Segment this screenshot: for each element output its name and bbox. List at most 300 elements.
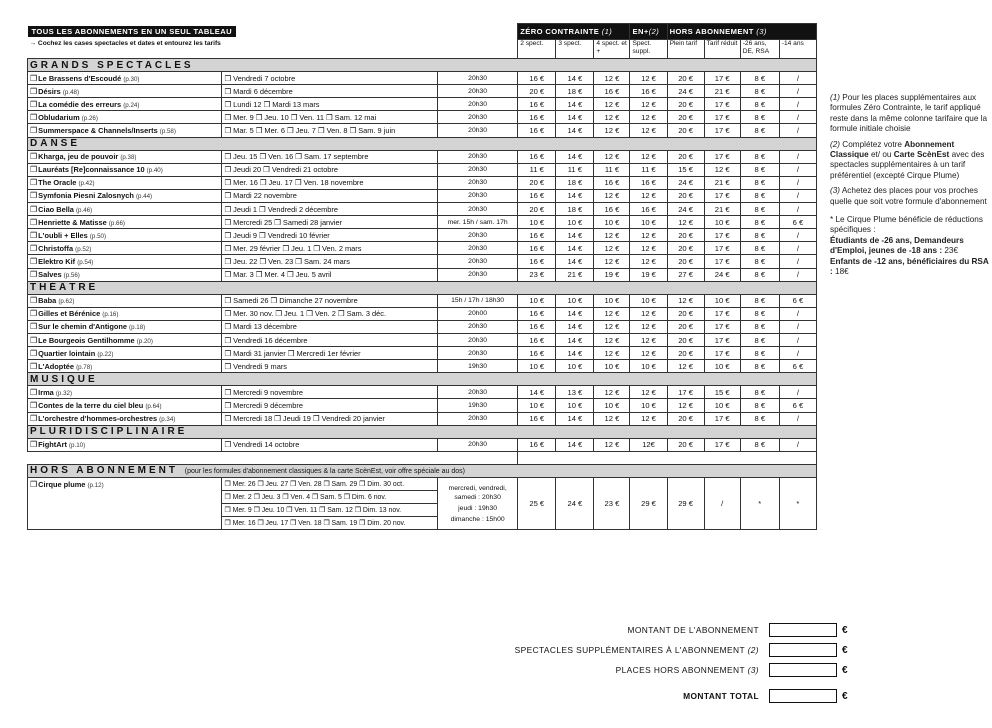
price-cell[interactable]: 8 € <box>740 176 779 189</box>
price-cell[interactable]: 12 € <box>594 72 630 85</box>
checkbox-icon[interactable]: ❒ <box>30 165 38 175</box>
price-cell[interactable]: 8 € <box>740 307 779 320</box>
date-options[interactable]: ❒ Mer. 9 ❒ Jeu. 10 ❒ Ven. 11 ❒ Sam. 12 mai <box>222 111 438 124</box>
price-cell[interactable]: / <box>779 412 816 425</box>
price-cell[interactable]: 12 € <box>630 347 667 360</box>
price-cell[interactable]: 16 € <box>518 333 556 346</box>
price-cell[interactable]: 17 € <box>704 347 740 360</box>
price-cell[interactable]: 16 € <box>518 72 556 85</box>
price-cell[interactable]: 10 € <box>556 294 594 307</box>
show-cell[interactable]: ❒Elektro Kif (p.54) <box>28 255 222 268</box>
date-options[interactable]: ❒ Mer. 16 ❒ Jeu. 17 ❒ Ven. 18 ❒ Sam. 19 ❒ Dim. 20 nov. <box>222 517 438 530</box>
date-options[interactable]: ❒ Mer. 29 février ❒ Jeu. 1 ❒ Ven. 2 mars <box>222 242 438 255</box>
date-options[interactable]: ❒ Jeu. 22 ❒ Ven. 23 ❒ Sam. 24 mars <box>222 255 438 268</box>
price-cell[interactable]: 12 € <box>594 150 630 163</box>
price-cell[interactable]: 20 € <box>667 242 704 255</box>
price-cell[interactable]: 20 € <box>518 203 556 216</box>
price-cell[interactable]: 20 € <box>667 150 704 163</box>
price-cell[interactable]: 8 € <box>740 203 779 216</box>
price-cell[interactable]: 12 € <box>594 242 630 255</box>
price-cell[interactable]: 10 € <box>518 216 556 229</box>
price-cell[interactable]: 8 € <box>740 412 779 425</box>
show-cell[interactable]: ❒Henriette & Matisse (p.66) <box>28 216 222 229</box>
date-options[interactable]: ❒ Mercredi 9 novembre <box>222 386 438 399</box>
price-cell[interactable]: 16 € <box>518 150 556 163</box>
price-cell[interactable]: / <box>779 320 816 333</box>
price-cell[interactable]: 20 € <box>667 229 704 242</box>
price-cell[interactable]: 8 € <box>740 124 779 137</box>
price-cell[interactable]: 12 € <box>594 438 630 451</box>
checkbox-icon[interactable]: ❒ <box>30 322 38 332</box>
table-row <box>28 399 817 412</box>
show-cell[interactable]: ❒L'orchestre d'hommes-orchestres (p.34) <box>28 412 222 425</box>
price-cell[interactable]: 12 € <box>630 242 667 255</box>
show-cell[interactable]: ❒L'Adoptée (p.78) <box>28 360 222 373</box>
amount-field[interactable] <box>769 689 837 703</box>
price-cell[interactable]: / <box>779 189 816 202</box>
date-options[interactable]: ❒ Mar. 5 ❒ Mer. 6 ❒ Jeu. 7 ❒ Ven. 8 ❒ Sam. 9 juin <box>222 124 438 137</box>
price-cell[interactable]: 18 € <box>556 203 594 216</box>
price-cell[interactable]: * <box>779 478 816 530</box>
price-cell[interactable]: 8 € <box>740 242 779 255</box>
price-cell[interactable]: 12 € <box>630 307 667 320</box>
price-cell[interactable]: 16 € <box>594 203 630 216</box>
price-cell[interactable]: 20 € <box>667 111 704 124</box>
date-options[interactable]: ❒ Jeu. 15 ❒ Ven. 16 ❒ Sam. 17 septembre <box>222 150 438 163</box>
price-cell[interactable]: 29 € <box>667 478 704 530</box>
price-cell[interactable]: 12 € <box>630 333 667 346</box>
price-cell[interactable]: 10 € <box>594 294 630 307</box>
show-cell[interactable]: ❒Irma (p.32) <box>28 386 222 399</box>
price-cell[interactable]: 15 € <box>704 386 740 399</box>
date-options[interactable]: ❒ Vendredi 7 octobre <box>222 72 438 85</box>
price-cell[interactable]: 8 € <box>740 399 779 412</box>
checkbox-icon[interactable]: ❒ <box>30 178 38 188</box>
date-options[interactable]: ❒ Mardi 31 janvier ❒ Mercredi 1er février <box>222 347 438 360</box>
price-cell[interactable]: 14 € <box>556 111 594 124</box>
date-options[interactable]: ❒ Jeudi 1 ❒ Vendredi 2 décembre <box>222 203 438 216</box>
price-cell[interactable]: 12 € <box>594 347 630 360</box>
price-cell[interactable]: 17 € <box>704 150 740 163</box>
price-cell[interactable]: 17 € <box>704 255 740 268</box>
date-options[interactable]: ❒ Jeudi 9 ❒ Vendredi 10 février <box>222 229 438 242</box>
price-cell[interactable]: 17 € <box>704 438 740 451</box>
price-cell[interactable]: / <box>779 229 816 242</box>
checkbox-icon[interactable]: ❒ <box>30 309 38 319</box>
price-cell[interactable]: / <box>779 203 816 216</box>
price-cell[interactable]: 8 € <box>740 150 779 163</box>
date-options[interactable]: ❒ Samedi 26 ❒ Dimanche 27 novembre <box>222 294 438 307</box>
hour-cell: 20h30 <box>438 229 518 242</box>
date-options[interactable]: ❒ Mercredi 25 ❒ Samedi 28 janvier <box>222 216 438 229</box>
price-cell[interactable]: 14 € <box>556 320 594 333</box>
price-cell[interactable]: 20 € <box>667 124 704 137</box>
price-cell[interactable]: 6 € <box>779 399 816 412</box>
price-cell[interactable]: 12 € <box>594 229 630 242</box>
price-cell[interactable]: 12 € <box>704 163 740 176</box>
price-cell[interactable]: / <box>779 150 816 163</box>
price-cell[interactable]: 20 € <box>667 255 704 268</box>
price-cell[interactable]: 8 € <box>740 386 779 399</box>
price-cell[interactable]: 11 € <box>556 163 594 176</box>
date-options[interactable]: ❒ Mardi 13 décembre <box>222 320 438 333</box>
price-cell[interactable]: 12 € <box>594 255 630 268</box>
price-cell[interactable]: 16 € <box>594 85 630 98</box>
show-cell[interactable]: ❒The Oracle (p.42) <box>28 176 222 189</box>
price-cell[interactable]: 16 € <box>518 320 556 333</box>
price-cell[interactable]: 14 € <box>556 255 594 268</box>
price-cell[interactable]: 29 € <box>630 478 667 530</box>
price-cell[interactable]: 21 € <box>704 85 740 98</box>
price-cell[interactable]: 12 € <box>594 111 630 124</box>
price-cell[interactable]: 15 € <box>667 163 704 176</box>
price-cell[interactable]: 14 € <box>556 124 594 137</box>
checkbox-icon[interactable]: ❒ <box>30 191 38 201</box>
price-cell[interactable]: / <box>779 124 816 137</box>
price-cell[interactable]: 8 € <box>740 85 779 98</box>
amount-field[interactable] <box>769 623 837 637</box>
price-cell[interactable]: 27 € <box>667 268 704 281</box>
price-cell[interactable]: 10 € <box>518 399 556 412</box>
price-cell[interactable]: 12 € <box>630 98 667 111</box>
show-cell[interactable]: ❒Sur le chemin d'Antigone (p.18) <box>28 320 222 333</box>
price-cell[interactable]: 13 € <box>556 386 594 399</box>
price-cell[interactable]: 10 € <box>594 360 630 373</box>
checkbox-icon[interactable]: ❒ <box>30 387 38 397</box>
price-cell[interactable]: 24 € <box>704 268 740 281</box>
price-cell[interactable]: 12 € <box>594 124 630 137</box>
show-cell[interactable]: ❒Lauréats [Re]connaissance 10 (p.40) <box>28 163 222 176</box>
price-cell[interactable]: 14 € <box>556 438 594 451</box>
price-cell[interactable]: 10 € <box>630 294 667 307</box>
price-cell[interactable]: 17 € <box>704 320 740 333</box>
price-cell[interactable]: 14 € <box>556 412 594 425</box>
price-cell[interactable]: 10 € <box>704 216 740 229</box>
price-cell[interactable]: 12 € <box>630 150 667 163</box>
amount-field[interactable] <box>769 643 837 657</box>
price-cell[interactable]: 21 € <box>704 203 740 216</box>
show-cell[interactable]: ❒Contes de la terre du ciel bleu (p.64) <box>28 399 222 412</box>
date-options[interactable]: ❒ Mar. 3 ❒ Mer. 4 ❒ Jeu. 5 avril <box>222 268 438 281</box>
price-cell[interactable]: 12 € <box>630 72 667 85</box>
price-cell[interactable]: 12 € <box>667 399 704 412</box>
price-cell[interactable]: 17 € <box>704 72 740 85</box>
date-options[interactable]: ❒ Mer. 26 ❒ Jeu. 27 ❒ Ven. 28 ❒ Sam. 29 ❒ Dim. 30 oct. <box>222 478 438 491</box>
total-row-hors: PLACES HORS ABONNEMENT (3) € <box>615 664 848 676</box>
price-cell[interactable]: 11 € <box>630 163 667 176</box>
price-cell[interactable]: / <box>779 268 816 281</box>
price-cell[interactable]: 8 € <box>740 216 779 229</box>
price-cell[interactable]: 10 € <box>594 216 630 229</box>
price-cell[interactable]: 24 € <box>556 478 594 530</box>
price-cell[interactable]: 19 € <box>630 268 667 281</box>
date-options[interactable]: ❒ Mercredi 18 ❒ Jeudi 19 ❒ Vendredi 20 janvier <box>222 412 438 425</box>
price-cell[interactable]: 24 € <box>667 176 704 189</box>
price-cell[interactable]: 16 € <box>518 347 556 360</box>
price-cell[interactable]: 12 € <box>630 111 667 124</box>
price-cell[interactable]: 20 € <box>667 72 704 85</box>
price-cell[interactable]: 10 € <box>704 360 740 373</box>
price-cell[interactable]: 17 € <box>704 124 740 137</box>
price-cell[interactable]: / <box>779 85 816 98</box>
price-cell[interactable]: 12 € <box>667 216 704 229</box>
price-cell[interactable]: 10 € <box>518 294 556 307</box>
price-cell[interactable]: / <box>779 163 816 176</box>
checkbox-icon[interactable]: ❒ <box>30 217 38 227</box>
price-cell[interactable]: * <box>740 478 779 530</box>
price-cell[interactable]: 17 € <box>704 189 740 202</box>
price-cell[interactable]: 14 € <box>556 242 594 255</box>
table-row <box>28 242 817 255</box>
price-cell[interactable]: 14 € <box>556 229 594 242</box>
price-cell[interactable]: 16 € <box>594 176 630 189</box>
price-cell[interactable]: 12 € <box>594 333 630 346</box>
price-cell[interactable]: 16 € <box>518 255 556 268</box>
price-cell[interactable]: 11 € <box>518 163 556 176</box>
price-cell[interactable]: 10 € <box>630 399 667 412</box>
price-cell[interactable]: 23 € <box>518 268 556 281</box>
price-cell[interactable]: 8 € <box>740 347 779 360</box>
price-cell[interactable]: 12 € <box>630 320 667 333</box>
price-cell[interactable]: 10 € <box>556 399 594 412</box>
price-cell[interactable]: 8 € <box>740 72 779 85</box>
price-cell[interactable]: 6 € <box>779 360 816 373</box>
price-cell[interactable]: 12 € <box>594 320 630 333</box>
price-cell[interactable]: 17 € <box>667 386 704 399</box>
show-cell[interactable]: ❒Baba (p.62) <box>28 294 222 307</box>
price-cell[interactable]: 16 € <box>518 111 556 124</box>
price-cell[interactable]: 8 € <box>740 294 779 307</box>
checkbox-icon[interactable]: ❒ <box>30 361 38 371</box>
price-cell[interactable]: 19 € <box>594 268 630 281</box>
price-cell[interactable]: 12 € <box>630 229 667 242</box>
show-cell[interactable]: ❒Le Brassens d'Escoudé (p.30) <box>28 72 222 85</box>
price-cell[interactable]: / <box>779 72 816 85</box>
price-cell[interactable]: 10 € <box>518 360 556 373</box>
date-options[interactable]: ❒ Mercredi 9 décembre <box>222 399 438 412</box>
show-cirque-plume[interactable]: ❒Cirque plume (p.12) <box>28 478 222 530</box>
price-cell[interactable]: 14 € <box>556 72 594 85</box>
checkbox-icon[interactable]: ❒ <box>30 440 38 450</box>
price-cell[interactable]: 16 € <box>518 189 556 202</box>
price-cell[interactable]: 16 € <box>630 176 667 189</box>
price-cell[interactable]: 16 € <box>630 203 667 216</box>
price-cell[interactable]: / <box>779 242 816 255</box>
price-cell[interactable]: 17 € <box>704 307 740 320</box>
show-cell[interactable]: ❒Quartier lointain (p.22) <box>28 347 222 360</box>
price-cell[interactable]: 20 € <box>667 412 704 425</box>
price-cell[interactable]: 10 € <box>630 216 667 229</box>
date-options[interactable]: ❒ Vendredi 14 octobre <box>222 438 438 451</box>
price-cell[interactable]: 18 € <box>556 85 594 98</box>
price-cell[interactable]: 14 € <box>556 347 594 360</box>
price-cell[interactable]: 20 € <box>518 176 556 189</box>
price-cell[interactable]: 20 € <box>667 189 704 202</box>
price-cell[interactable]: 16 € <box>518 412 556 425</box>
price-cell[interactable]: 17 € <box>704 412 740 425</box>
price-cell[interactable]: 12 € <box>594 189 630 202</box>
price-cell[interactable]: / <box>779 176 816 189</box>
show-cell[interactable]: ❒Désirs (p.48) <box>28 85 222 98</box>
price-cell[interactable]: 8 € <box>740 333 779 346</box>
price-cell[interactable]: / <box>779 386 816 399</box>
price-cell[interactable]: 12 € <box>594 412 630 425</box>
checkbox-icon[interactable]: ❒ <box>30 99 38 109</box>
price-cell[interactable]: / <box>779 98 816 111</box>
price-cell[interactable]: 12 € <box>630 255 667 268</box>
show-cell[interactable]: ❒Gilles et Bérénice (p.16) <box>28 307 222 320</box>
price-cell[interactable]: 20 € <box>667 347 704 360</box>
price-cell[interactable]: 18 € <box>556 176 594 189</box>
show-cell[interactable]: ❒Symfonia Piesni Zalosnych (p.44) <box>28 189 222 202</box>
checkbox-icon[interactable]: ❒ <box>30 480 38 489</box>
price-cell[interactable]: 10 € <box>594 399 630 412</box>
price-cell[interactable]: 8 € <box>740 268 779 281</box>
price-cell[interactable]: 20 € <box>667 98 704 111</box>
price-cell[interactable]: 12 € <box>594 98 630 111</box>
price-cell[interactable]: 16 € <box>518 229 556 242</box>
price-cell[interactable]: 8 € <box>740 255 779 268</box>
date-options[interactable]: ❒ Mardi 6 décembre <box>222 85 438 98</box>
date-options[interactable]: ❒ Mardi 22 novembre <box>222 189 438 202</box>
price-cell[interactable]: 12 € <box>630 189 667 202</box>
checkbox-icon[interactable]: ❒ <box>30 230 38 240</box>
price-cell[interactable]: 17 € <box>704 111 740 124</box>
price-cell[interactable]: 14 € <box>518 386 556 399</box>
show-cell[interactable]: ❒Salves (p.56) <box>28 268 222 281</box>
price-cell[interactable]: 16 € <box>630 85 667 98</box>
price-cell[interactable]: 14 € <box>556 189 594 202</box>
show-cell[interactable]: ❒La comédie des erreurs (p.24) <box>28 98 222 111</box>
price-cell[interactable]: / <box>779 255 816 268</box>
amount-field[interactable] <box>769 663 837 677</box>
price-cell[interactable]: 12 € <box>667 294 704 307</box>
show-cell[interactable]: ❒FightArt (p.10) <box>28 438 222 451</box>
date-options[interactable]: ❒ Lundi 12 ❒ Mardi 13 mars <box>222 98 438 111</box>
price-cell[interactable]: 10 € <box>704 399 740 412</box>
price-cell[interactable]: 16 € <box>518 98 556 111</box>
date-options[interactable]: ❒ Vendredi 9 mars <box>222 360 438 373</box>
hour-cell: mer. 15h / sam. 17h <box>438 216 518 229</box>
hors-section-header: HORS ABONNEMENT (pour les formules d'abonnement classiques & la carte ScènEst, voir offre spéciale au dos) <box>28 464 817 477</box>
show-cell[interactable]: ❒L'oubli + Elles (p.50) <box>28 229 222 242</box>
price-cell[interactable]: 20 € <box>667 438 704 451</box>
price-cell[interactable]: 24 € <box>667 85 704 98</box>
price-cell[interactable]: 17 € <box>704 333 740 346</box>
checkbox-icon[interactable]: ❒ <box>30 400 38 410</box>
price-cell[interactable]: 23 € <box>594 478 630 530</box>
price-cell[interactable]: 10 € <box>630 360 667 373</box>
checkbox-icon[interactable]: ❒ <box>30 335 38 345</box>
price-cell[interactable]: 8 € <box>740 189 779 202</box>
price-cell[interactable]: 17 € <box>704 229 740 242</box>
price-cell[interactable]: 21 € <box>704 176 740 189</box>
date-options[interactable]: ❒ Mer. 30 nov. ❒ Jeu. 1 ❒ Ven. 2 ❒ Sam. 3 déc. <box>222 307 438 320</box>
price-cell[interactable]: 6 € <box>779 294 816 307</box>
date-options[interactable]: ❒ Mer. 9 ❒ Jeu. 10 ❒ Ven. 11 ❒ Sam. 12 ❒ Dim. 13 nov. <box>222 504 438 517</box>
price-cell[interactable]: 8 € <box>740 163 779 176</box>
show-cell[interactable]: ❒Christoffa (p.52) <box>28 242 222 255</box>
price-cell[interactable]: 16 € <box>518 124 556 137</box>
price-cell[interactable]: 16 € <box>518 438 556 451</box>
subscription-table <box>27 23 817 530</box>
price-cell[interactable]: / <box>779 438 816 451</box>
checkbox-icon[interactable]: ❒ <box>30 243 38 253</box>
price-cell[interactable]: 20 € <box>667 333 704 346</box>
price-cell[interactable]: / <box>779 307 816 320</box>
price-cell[interactable]: 8 € <box>740 438 779 451</box>
price-cell[interactable]: 14 € <box>556 307 594 320</box>
price-cell[interactable]: / <box>704 478 740 530</box>
price-cell[interactable]: 6 € <box>779 216 816 229</box>
price-cell[interactable]: 17 € <box>704 98 740 111</box>
price-cell[interactable]: 12 € <box>630 124 667 137</box>
price-cell[interactable]: 12 € <box>630 386 667 399</box>
price-cell[interactable]: 12 € <box>630 412 667 425</box>
price-cell[interactable]: 17 € <box>704 242 740 255</box>
checkbox-icon[interactable]: ❒ <box>30 256 38 266</box>
price-cell[interactable]: 11 € <box>594 163 630 176</box>
price-cell[interactable]: 25 € <box>518 478 556 530</box>
price-cell[interactable]: 8 € <box>740 229 779 242</box>
checkbox-icon[interactable]: ❒ <box>30 348 38 358</box>
price-cell[interactable]: 10 € <box>556 360 594 373</box>
date-options[interactable]: ❒ Vendredi 16 décembre <box>222 333 438 346</box>
price-cell[interactable]: 12 € <box>667 360 704 373</box>
price-cell[interactable]: / <box>779 333 816 346</box>
checkbox-icon[interactable]: ❒ <box>30 296 38 306</box>
price-cell[interactable]: / <box>779 111 816 124</box>
price-cell[interactable]: 8 € <box>740 320 779 333</box>
date-options[interactable]: ❒ Mer. 2 ❒ Jeu. 3 ❒ Ven. 4 ❒ Sam. 5 ❒ Dim. 6 nov. <box>222 491 438 504</box>
price-cell[interactable]: 16 € <box>518 242 556 255</box>
price-cell[interactable]: 20 € <box>667 307 704 320</box>
checkbox-icon[interactable]: ❒ <box>30 152 38 162</box>
price-cell[interactable]: / <box>779 347 816 360</box>
price-cell[interactable]: 14 € <box>556 333 594 346</box>
show-cell[interactable]: ❒Kharga, jeu de pouvoir (p.38) <box>28 150 222 163</box>
show-cell[interactable]: ❒Le Bourgeois Gentilhomme (p.20) <box>28 333 222 346</box>
checkbox-icon[interactable]: ❒ <box>30 126 38 136</box>
price-cell[interactable]: 8 € <box>740 98 779 111</box>
checkbox-icon[interactable]: ❒ <box>30 204 38 214</box>
price-cell[interactable]: 14 € <box>556 98 594 111</box>
show-cell[interactable]: ❒Obludarium (p.26) <box>28 111 222 124</box>
price-cell[interactable]: 10 € <box>704 294 740 307</box>
price-cell[interactable]: 8 € <box>740 360 779 373</box>
show-cell[interactable]: ❒Ciao Bella (p.46) <box>28 203 222 216</box>
date-options[interactable]: ❒ Jeudi 20 ❒ Vendredi 21 octobre <box>222 163 438 176</box>
price-cell[interactable]: 21 € <box>556 268 594 281</box>
price-cell[interactable]: 24 € <box>667 203 704 216</box>
price-cell[interactable]: 8 € <box>740 111 779 124</box>
checkbox-icon[interactable]: ❒ <box>30 86 38 96</box>
checkbox-icon[interactable]: ❒ <box>30 112 38 122</box>
date-options[interactable]: ❒ Mer. 16 ❒ Jeu. 17 ❒ Ven. 18 novembre <box>222 176 438 189</box>
checkbox-icon[interactable]: ❒ <box>30 73 38 83</box>
price-cell[interactable]: 12€ <box>630 438 667 451</box>
price-cell[interactable]: 12 € <box>594 307 630 320</box>
show-cell[interactable]: ❒Summerspace & Channels/Inserts (p.58) <box>28 124 222 137</box>
price-cell[interactable]: 10 € <box>556 216 594 229</box>
checkbox-icon[interactable]: ❒ <box>30 270 38 280</box>
price-cell[interactable]: 20 € <box>518 85 556 98</box>
price-cell[interactable]: 20 € <box>667 320 704 333</box>
checkbox-icon[interactable]: ❒ <box>30 414 38 424</box>
price-cell[interactable]: 12 € <box>594 386 630 399</box>
price-cell[interactable]: 16 € <box>518 307 556 320</box>
price-cell[interactable]: 14 € <box>556 150 594 163</box>
